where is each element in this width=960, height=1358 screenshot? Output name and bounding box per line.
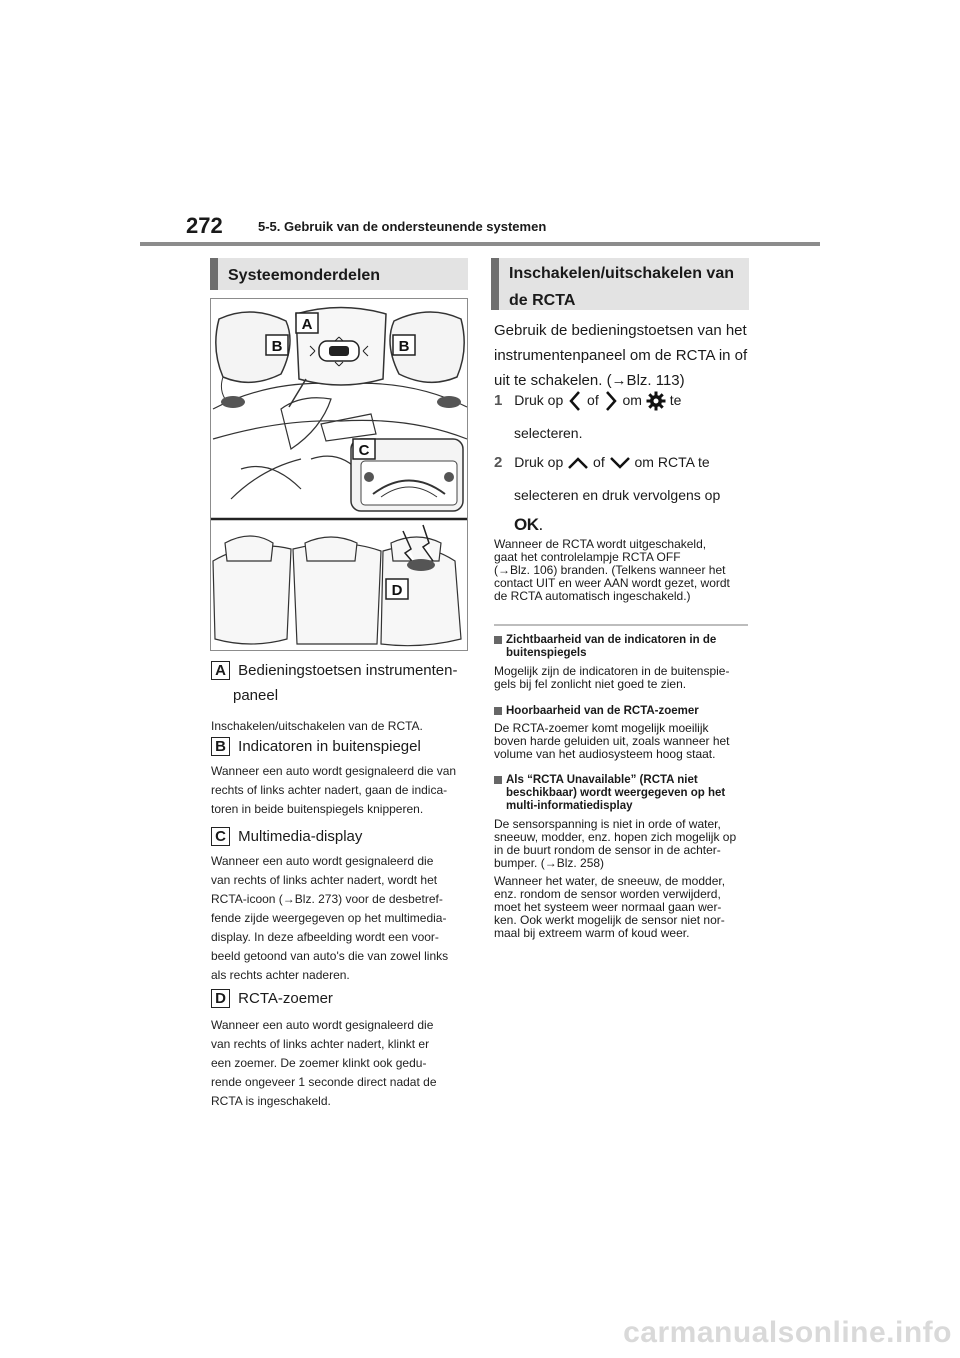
callout-c: C (358, 442, 370, 459)
car-interior-drawing (211, 299, 468, 651)
item-d-desc-line: rende ongeveer 1 seconde direct nadat de (211, 1075, 437, 1089)
item-d-desc (211, 1016, 469, 1111)
intro-line: uit te schakelen. (→Blz. 113) (494, 372, 685, 389)
step-2 (494, 448, 756, 539)
item-b-desc-3: toren in beide buitenspiegels knipperen. (211, 802, 424, 816)
watermark: carmanualsonline.info (623, 1316, 952, 1349)
item-c-desc-line: RCTA-icoon (→Blz. 273) voor de desbetref- (211, 892, 443, 906)
intro-line: Gebruik de bedieningstoetsen van het (494, 322, 747, 339)
callout-d: D (391, 582, 403, 599)
note-title-line: Hoorbaarheid van de RCTA-zoemer (506, 705, 699, 717)
step-2-line3 (514, 511, 756, 539)
item-d (211, 988, 469, 1111)
item-a (211, 660, 469, 736)
note-body-line: enz. rondom de sensor worden verwijderd, (494, 887, 721, 901)
item-c-desc-line: als rechts achter naderen. (211, 968, 350, 982)
note-line: Wanneer de RCTA wordt uitgeschakeld, (494, 537, 707, 551)
step-2-text: Druk op (514, 454, 564, 470)
item-b (211, 736, 469, 819)
step-1-om: om (622, 392, 642, 408)
item-c-desc-line: display. In deze afbeelding wordt een voor- (211, 930, 439, 944)
item-a-label-cont: paneel (233, 687, 279, 704)
note-body-line: maal bij extreem warm of koud weer. (494, 926, 690, 940)
chevron-right-icon (603, 390, 619, 412)
note-body-line: De RCTA-zoemer komt mogelijk moeilijk (494, 721, 709, 735)
notes-divider (494, 624, 748, 626)
note-body-line: gels bij fel zonlicht niet goed te zien. (494, 677, 687, 691)
note-line: gaat het controlelampje RCTA OFF (494, 550, 681, 564)
step-1-of: of (587, 392, 599, 408)
item-b-letter: B (211, 737, 230, 756)
note-title-line: buitenspiegels (506, 647, 587, 659)
note-line: (→Blz. 106) branden. (Telkens wanneer het (494, 563, 726, 577)
note-body-line: Mogelijk zijn de indicatoren in de buitenspie- (494, 664, 730, 678)
note-body-line: ken. Ook werkt mogelijk de sensor niet nor- (494, 913, 725, 927)
item-c-desc (211, 852, 469, 985)
item-d-desc-line: RCTA is ingeschakeld. (211, 1094, 331, 1108)
header-rule (140, 242, 820, 246)
step-1-text: Druk op (514, 392, 564, 408)
note-body-line: boven harde geluiden uit, zoals wanneer het (494, 734, 730, 748)
page-number: 272 (186, 213, 223, 238)
note-line: contact UIT en weer AAN wordt gezet, wordt (494, 576, 730, 590)
item-c-desc-line: beeld getoond van auto's die van zowel links (211, 949, 449, 963)
item-b-label: Indicatoren in buitenspiegel (238, 738, 421, 755)
note-body-line: in de buurt rondom de sensor in de achter- (494, 843, 721, 857)
item-c-desc-line: fende zijde weergegeven op het multimedia- (211, 911, 447, 925)
item-d-desc-line: Wanneer een auto wordt gesignaleerd die (211, 1018, 434, 1032)
item-c-label: Multimedia-display (238, 828, 363, 845)
item-c-letter: C (211, 827, 230, 846)
item-d-label: RCTA-zoemer (238, 990, 333, 1007)
item-d-desc-line: van rechts of links achter nadert, klinkt er (211, 1037, 430, 1051)
gear-icon (646, 391, 666, 411)
chevron-up-icon (567, 456, 589, 470)
note-visibility-title (494, 634, 754, 660)
item-b-desc-1: Wanneer een auto wordt gesignaleerd die van (211, 764, 457, 778)
step-2-rest: om RCTA te (634, 454, 710, 470)
intro-line: instrumentenpaneel om de RCTA in of (494, 347, 748, 364)
note-body-line: bumper. (→Blz. 258) (494, 856, 605, 870)
step-2-number: 2 (494, 454, 503, 471)
section-heading-rcta-line1: Inschakelen/uitschakelen van (509, 265, 734, 282)
note-audibility (494, 705, 754, 761)
step-1-line2: selecteren. (514, 425, 583, 441)
note-title-line: multi-informatiedisplay (506, 800, 633, 812)
chevron-left-icon (567, 390, 583, 412)
note-body-line: moet het systeem weer normaal gaan wer- (494, 900, 722, 914)
step-2-period: . (538, 515, 544, 534)
section-heading-rcta-line2: de RCTA (509, 292, 576, 309)
chevron-down-icon (609, 456, 631, 470)
item-a-letter: A (211, 661, 230, 680)
note-body-line: De sensorspanning is niet in orde of water, (494, 817, 721, 831)
callout-a: A (301, 316, 313, 333)
item-a-desc: Inschakelen/uitschakelen van de RCTA. (211, 719, 423, 733)
section-heading-rcta (491, 258, 749, 310)
rcta-off-note (494, 538, 754, 603)
item-d-desc-line: een zoemer. De zoemer klinkt ook gedu- (211, 1056, 427, 1070)
rcta-intro (494, 318, 754, 393)
callout-b-right: B (398, 338, 410, 355)
item-c-desc-line: Wanneer een auto wordt gesignaleerd die (211, 854, 434, 868)
note-unavailable (494, 774, 756, 940)
note-audibility-title (494, 705, 754, 718)
ok-button-symbol: OK (514, 515, 539, 534)
note-unavailable-title (494, 774, 756, 813)
step-1 (494, 386, 754, 447)
components-illustration (210, 298, 468, 651)
section-heading-components: Systeemonderdelen (210, 258, 468, 290)
item-c (211, 826, 469, 985)
note-body-line: Wanneer het water, de sneeuw, de modder, (494, 874, 726, 888)
note-title-line: beschikbaar) wordt weergegeven op het (506, 787, 726, 799)
note-title-line: Als “RCTA Unavailable” (RCTA niet (506, 774, 698, 786)
note-line: de RCTA automatisch ingeschakeld.) (494, 589, 691, 603)
note-visibility (494, 634, 754, 691)
item-a-label: Bedieningstoetsen instrumenten- (238, 662, 458, 679)
item-c-desc-line: van rechts of links achter nadert, wordt het (211, 873, 438, 887)
callout-b-left: B (271, 338, 283, 355)
item-b-desc-2: rechts of links achter nadert, gaan de indica- (211, 783, 448, 797)
step-2-line2: selecteren en druk vervolgens op (514, 487, 721, 503)
step-1-number: 1 (494, 392, 503, 409)
note-body-line: sneeuw, modder, enz. hopen zich mogelijk op (494, 830, 737, 844)
step-1-te: te (669, 392, 682, 408)
chapter-title: 5-5. Gebruik van de ondersteunende systemen (258, 219, 547, 234)
note-body-line: volume van het audiosysteem hoog staat. (494, 747, 716, 761)
note-title-line: Zichtbaarheid van de indicatoren in de (506, 634, 717, 646)
step-2-of: of (593, 454, 605, 470)
item-d-letter: D (211, 989, 230, 1008)
